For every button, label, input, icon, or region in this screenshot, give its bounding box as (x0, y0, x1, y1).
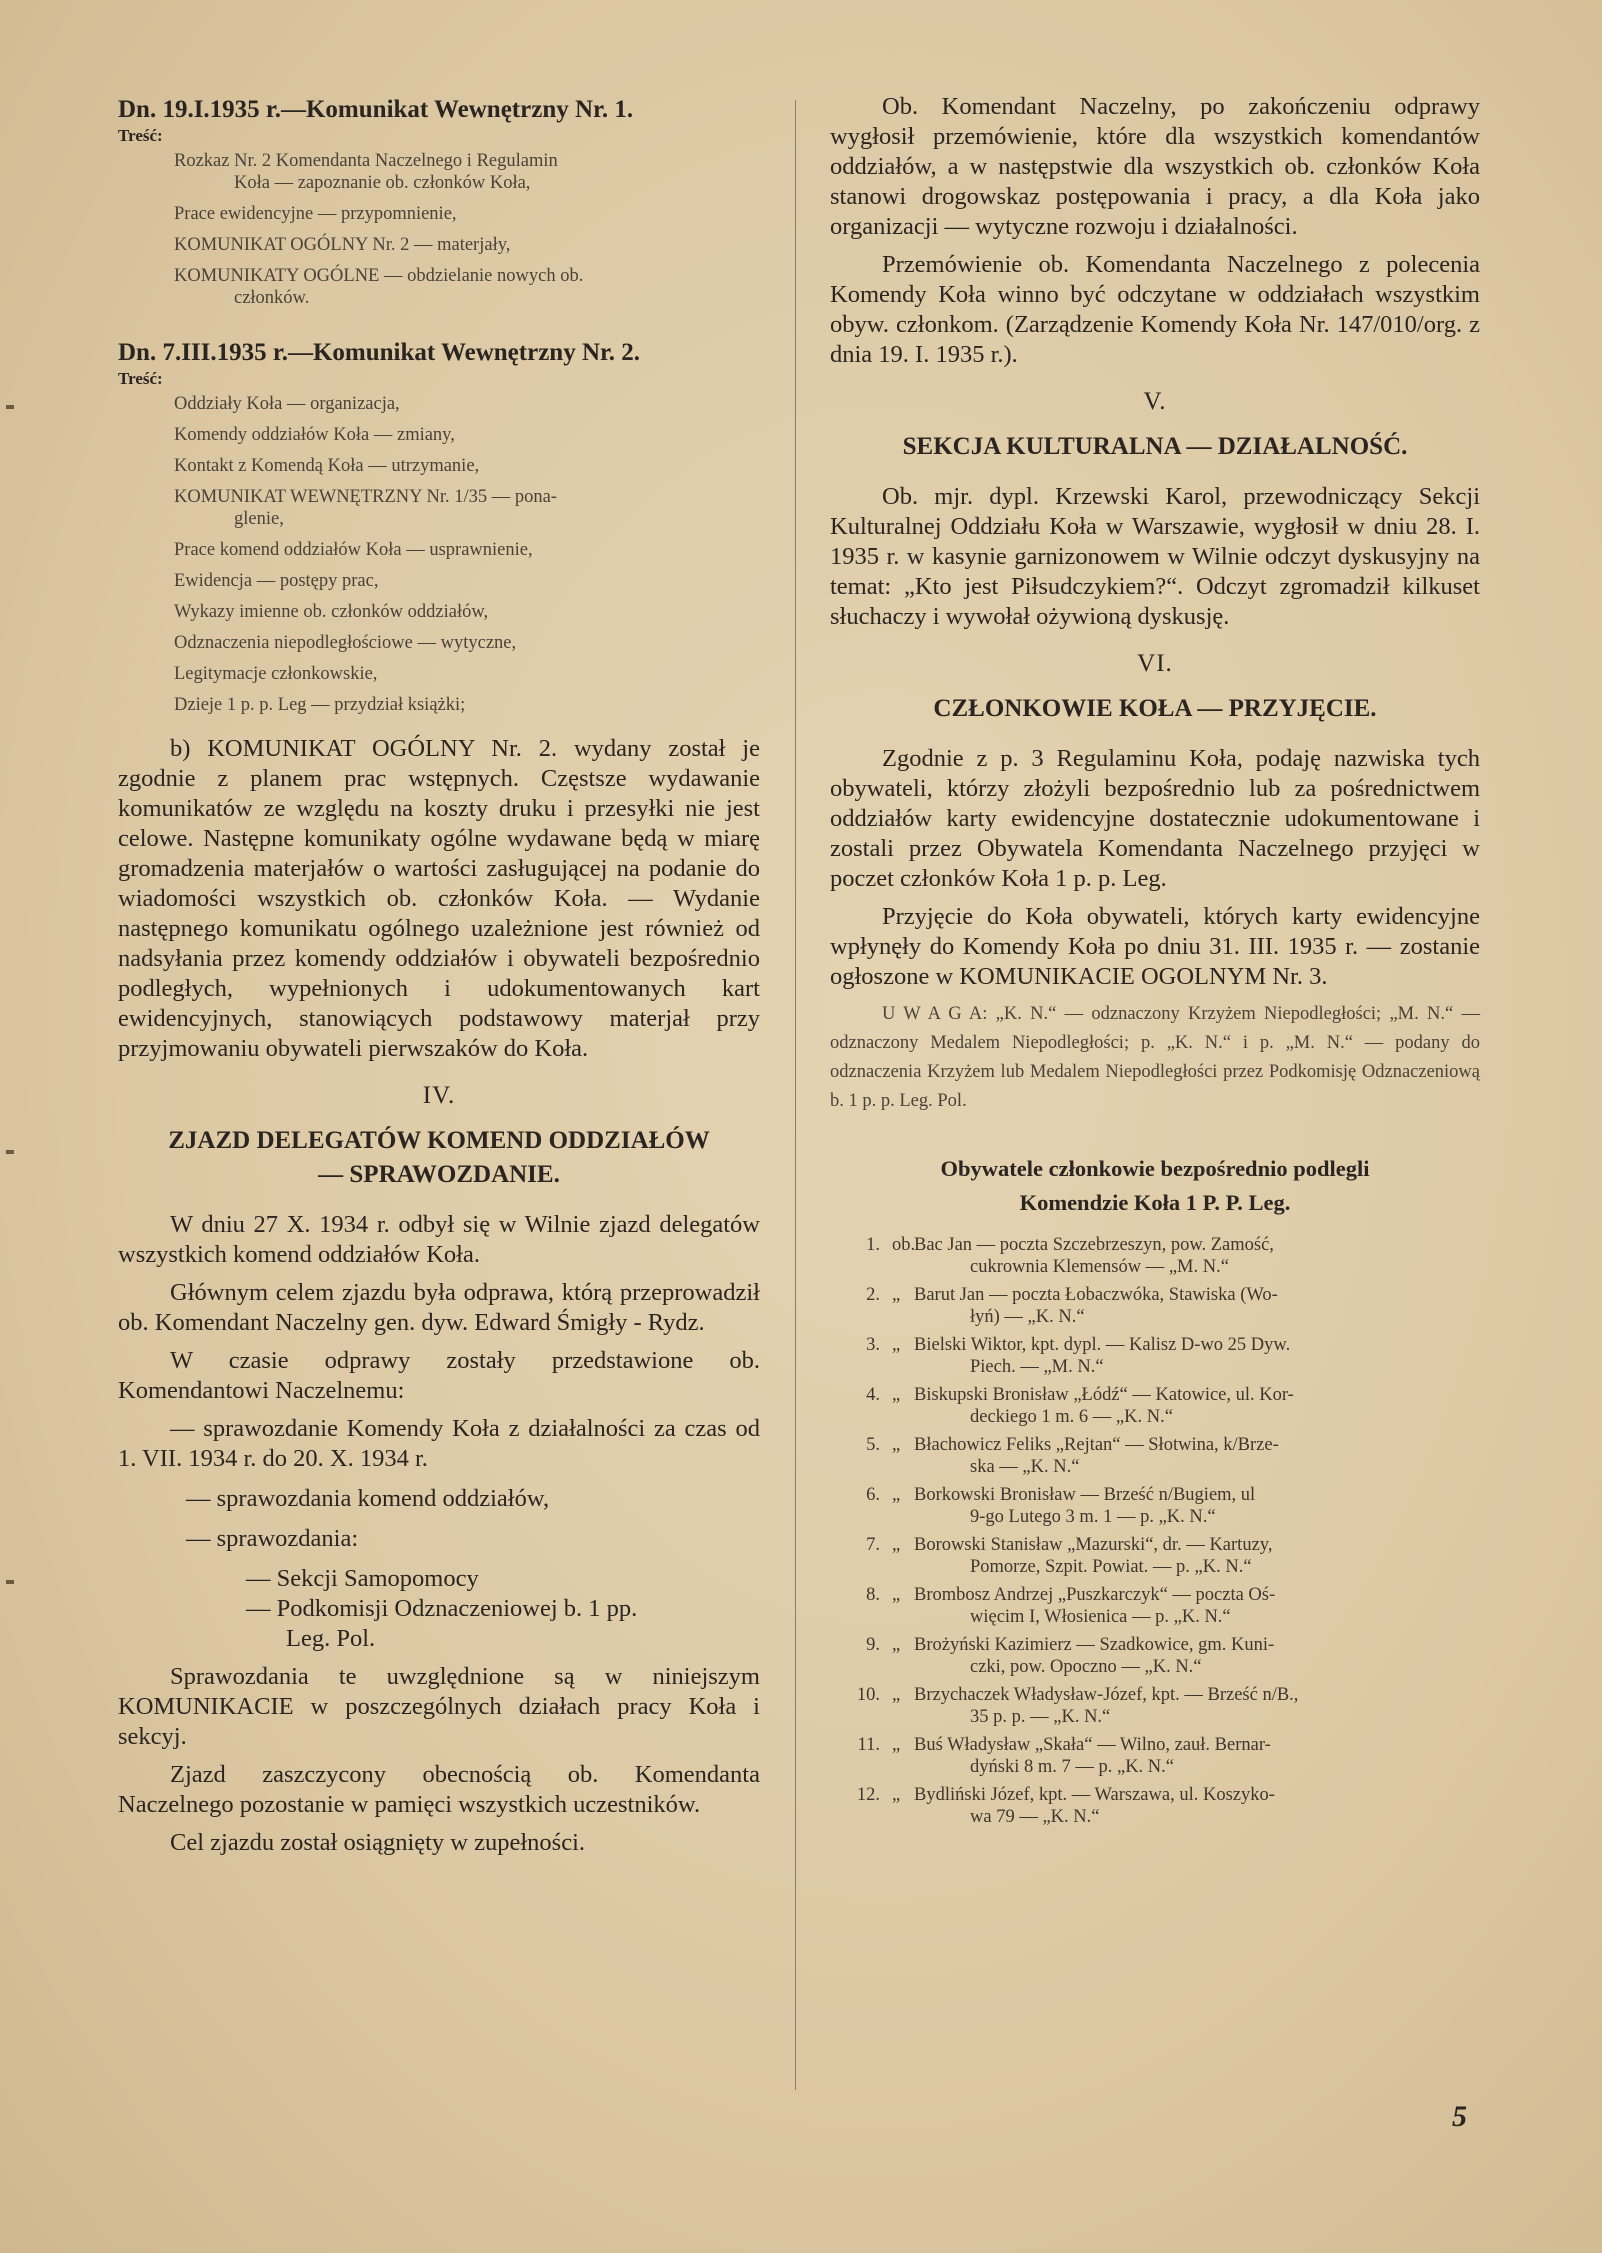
list-item: Prace ewidencyjne — przypomnienie, (174, 204, 457, 224)
member-entry: 3. „ Bielski Wiktor, kpt. dypl. — Kalisz D-wo 25 Dyw. Piech. — „M. N.“ (866, 1335, 1291, 1377)
member-entry: 12. „ Bydliński Józef, kpt. — Warszawa, ul. Koszyko- wa 79 — „K. N.“ (856, 1785, 1275, 1827)
dash-item: — sprawozdania: (186, 1525, 359, 1552)
member-entry: 1. ob. Bac Jan — poczta Szczebrzeszyn, pow. Zamość, cukrownia Klemensów — „M. N.“ (866, 1235, 1274, 1277)
dash-item: — sprawozdanie Komendy Koła z działalności za czas od 1. VII. 1934 r. do 20. X. 1934 r. (118, 1415, 760, 1472)
member-entry: 2. „ Barut Jan — poczta Łobaczwóka, Stawiska (Wo- łyń) — „K. N.“ (866, 1285, 1278, 1327)
binding-mark (6, 1150, 14, 1154)
komunikat-1-block (118, 96, 760, 309)
paragraph: Głównym celem zjazdu była odprawa, którą przeprowadził ob. Komendant Naczelny gen. dyw. Edward Śmigły - Rydz. (118, 1279, 760, 1336)
binding-mark (6, 405, 14, 409)
list-item: Odznaczenia niepodległościowe — wytyczne, (174, 633, 517, 653)
list-item: Wykazy imienne ob. członków oddziałów, (174, 602, 489, 622)
paragraph: Ob. mjr. dypl. Krzewski Karol, przewodniczący Sekcji Kulturalnej Oddziału Koła w Warszawie, wygłosił w dniu 28. I. 1935 r. w kasynie garnizonowem w Wilnie odczyt dyskusyjny na temat: „Kto jest Piłsudczykiem?“. Odczyt zgromadził kilkuset słuchaczy i wywołał ożywioną dyskusję. (830, 483, 1480, 630)
column-divider (795, 100, 796, 2090)
dash-subitem: — Podkomisji Odznaczeniowej b. 1 pp. (246, 1595, 638, 1622)
list-item: Komendy oddziałów Koła — zmiany, (174, 425, 455, 445)
member-entry: 11. „ Buś Władysław „Skała“ — Wilno, zauł. Bernar- dyński 8 m. 7 — p. „K. N.“ (857, 1735, 1271, 1777)
list-item: KOMUNIKAT OGÓLNY Nr. 2 — materjały, (174, 235, 511, 255)
left-column (118, 92, 760, 1866)
list-item: Rozkaz Nr. 2 Komendanta Naczelnego i Regulamin Koła — zapoznanie ob. członków Koła, (174, 151, 558, 193)
tresc-label: Treść: (118, 369, 163, 388)
list-item: Prace komend oddziałów Koła — usprawnienie, (174, 540, 533, 560)
paragraph: Przyjęcie do Koła obywateli, których karty ewidencyjne wpłynęły do Komendy Koła po dniu 31. III. 1935 r. — zostanie ogłoszone w KOMUNIKACIE OGOLNYM Nr. 3. (830, 903, 1480, 990)
members-subheading: Obywatele członkowie bezpośrednio podlegli Komendzie Koła 1 P. P. Leg. (940, 1156, 1370, 1215)
section-v-title: SEKCJA KULTURALNA — DZIAŁALNOŚĆ. (902, 433, 1408, 460)
members-list (830, 1234, 1480, 1828)
list-item: KOMUNIKATY OGÓLNE — obdzielanie nowych ob. członków. (174, 266, 584, 308)
paragraph: W dniu 27 X. 1934 r. odbył się w Wilnie zjazd delegatów wszystkich komend oddziałów Koła. (118, 1211, 760, 1268)
tresc-label: Treść: (118, 126, 163, 145)
dash-item: — sprawozdania komend oddziałów, (186, 1485, 550, 1512)
paragraph: Przemówienie ob. Komendanta Naczelnego z polecenia Komendy Koła winno być odczytane w oddziałach wszystkim obyw. członkom. (Zarządzenie Komendy Koła Nr. 147/010/org. z dnia 19. I. 1935 r.). (830, 251, 1480, 368)
list-item: Legitymacje członkowskie, (174, 664, 378, 684)
komunikat-2-block (118, 339, 760, 716)
section-number-v: V. (1143, 388, 1167, 415)
member-entry: 9. „ Brożyński Kazimierz — Szadkowice, gm. Kuni- czki, pow. Opoczno — „K. N.“ (866, 1635, 1275, 1677)
page-number: 5 (1452, 2100, 1467, 2133)
komunikat-1-header: Dn. 19.I.1935 r.—Komunikat Wewnętrzny Nr. 1. (118, 96, 634, 123)
member-entry: 4. „ Biskupski Bronisław „Łódź“ — Katowice, ul. Kor- deckiego 1 m. 6 — „K. N.“ (866, 1385, 1294, 1427)
member-entry: 7. „ Borowski Stanisław „Mazurski“, dr. — Kartuzy, Pomorze, Szpit. Powiat. — p. „K. N.“ (866, 1535, 1273, 1577)
paragraph: W czasie odprawy zostały przedstawione ob. Komendantowi Naczelnemu: (118, 1347, 760, 1404)
list-item: KOMUNIKAT WEWNĘTRZNY Nr. 1/35 — pona- glenie, (174, 487, 557, 529)
section-number-iv: IV. (422, 1082, 456, 1109)
list-item: Dzieje 1 p. p. Leg — przydział książki; (174, 695, 466, 715)
section-iv-title: ZJAZD DELEGATÓW KOMEND ODDZIAŁÓW — SPRAWOZDANIE. (168, 1127, 710, 1188)
list-item: Oddziały Koła — organizacja, (174, 394, 400, 414)
member-entry: 10. „ Brzychaczek Władysław-Józef, kpt. — Brześć n/B., 35 p. p. — „K. N.“ (856, 1685, 1299, 1727)
binding-mark (6, 1580, 14, 1584)
section-vi-title: CZŁONKOWIE KOŁA — PRZYJĘCIE. (933, 695, 1377, 722)
list-item: Ewidencja — postępy prac, (174, 571, 379, 591)
komunikat-2-header: Dn. 7.III.1935 r.—Komunikat Wewnętrzny Nr. 2. (118, 339, 641, 366)
uwaga-note: U W A G A: „K. N.“ — odznaczony Krzyżem Niepodległości; „M. N.“ — odznaczony Medalem Niepodległości; p. „K. N.“ i p. „M. N.“ — podany do odznaczenia Krzyżem lub Medalem Niepodległości przez Podkomisję Odznaczeniową b. 1 p. p. Leg. Pol. (830, 1004, 1480, 1111)
paragraph: Zgodnie z p. 3 Regulaminu Koła, podaję nazwiska tych obywateli, którzy złożyli bezpośrednio lub za pośrednictwem oddziałów karty ewidencyjne dostatecznie udokumentowane i zostali przez Obywatela Komendanta Naczelnego przyjęci w poczet członków Koła 1 p. p. Leg. (830, 745, 1480, 892)
paragraph: Zjazd zaszczycony obecnością ob. Komendanta Naczelnego pozostanie w pamięci wszystkich uczestników. (118, 1761, 760, 1818)
member-entry: 8. „ Brombosz Andrzej „Puszkarczyk“ — poczta Oś- więcim I, Włosienica — p. „K. N.“ (866, 1585, 1276, 1627)
paragraph: Cel zjazdu został osiągnięty w zupełności. (170, 1829, 586, 1856)
member-entry: 5. „ Błachowicz Feliks „Rejtan“ — Słotwina, k/Brze- ska — „K. N.“ (866, 1435, 1279, 1477)
member-entry: 6. „ Borkowski Bronisław — Brześć n/Bugiem, ul 9-go Lutego 3 m. 1 — p. „K. N.“ (866, 1485, 1256, 1527)
right-column (830, 92, 1480, 1834)
paragraph-b: b) KOMUNIKAT OGÓLNY Nr. 2. wydany został je zgodnie z planem prac wstępnych. Częstsze wydawanie komunikatów ze względu na koszty druku i przesyłki nie jest celowe. Następne komunikaty ogólne wydawane będą w miarę gromadzenia materjałów o wartości zasługującej na podanie do wiadomości wszystkich ob. członków Koła. — Wydanie następnego komunikatu ogólnego uzależnione jest również od nadsyłania przez komendy oddziałów i obywateli bezpośrednio podległych, wypełnionych i udokumentowanych kart ewidencyjnych, stanowiących podstawowy materjał przy przyjmowaniu obywateli pierwszaków do Koła. (118, 735, 760, 1062)
section-number-vi: VI. (1137, 650, 1173, 677)
paragraph: Ob. Komendant Naczelny, po zakończeniu odprawy wygłosił przemówienie, które dla wszystkich komendantów oddziałów, a w następstwie dla wszystkich ob. członków Koła stanowi drogowskaz postępowania i pracy, a dla Koła jako organizacji — wytyczne rozwoju i działalności. (830, 93, 1480, 240)
dash-subitem: — Sekcji Samopomocy (246, 1565, 479, 1592)
dash-subitem-continued: Leg. Pol. (286, 1625, 376, 1652)
list-item: Kontakt z Komendą Koła — utrzymanie, (174, 456, 480, 476)
paragraph: Sprawozdania te uwzględnione są w niniejszym KOMUNIKACIE w poszczególnych działach pracy Koła i sekcyj. (118, 1663, 760, 1750)
